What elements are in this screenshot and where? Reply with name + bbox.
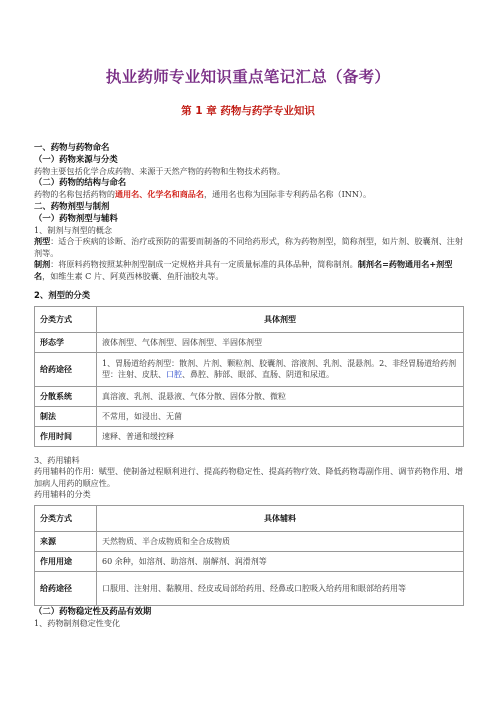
excipient-table — [34, 505, 464, 606]
document-body — [34, 142, 464, 629]
paragraph — [34, 189, 464, 200]
table-cell: 制法 — [35, 406, 97, 426]
list-item: 2、剂型的分类 — [34, 290, 91, 300]
list-item: 1、制剂与剂型的概念 — [34, 224, 112, 235]
table-header-cell: 具体辅料 — [97, 505, 464, 531]
table-cell: 不常用，如浸出、无菌 — [97, 406, 464, 426]
table-cell: 形态学 — [35, 332, 97, 352]
table-row — [35, 551, 464, 571]
table-cell: 60 余种，如溶剂、助溶剂、崩解剂、润滑剂等 — [97, 551, 464, 571]
text-run: 1、胃肠道给药剂型：散剂、片剂、颗粒剂、胶囊剂、溶液剂、乳剂、混悬剂。2、非经胃肠道给药剂型：注射、皮肤、 — [102, 359, 457, 380]
table-cell: 真溶液、乳剂、混悬液、气体分散、固体分散、微粒 — [97, 386, 464, 406]
subsection-heading: （二）药物稳定性及药品有效期 — [34, 605, 152, 616]
chapter-heading: 第 1 章 药物与药学专业知识 — [181, 105, 315, 117]
table-cell: 分散系统 — [35, 386, 97, 406]
table-cell: 作用时间 — [35, 426, 97, 446]
table-cell: 来源 — [35, 531, 97, 551]
table-row — [35, 426, 464, 446]
term-label: 剂型 — [34, 236, 51, 247]
table-header-cell: 分类方式 — [35, 306, 97, 332]
table-cell: 口服用、注射用、黏膜用、经皮或局部给药用、经鼻或口腔吸入给药用和眼部给药用等 — [97, 571, 464, 605]
table-header-cell: 具体剂型 — [97, 306, 464, 332]
section-heading: 一、药物与药物命名 — [34, 142, 110, 152]
paragraph: 药物主要包括化学合成药物、来源于天然产物的药物和生物技术药物。 — [34, 165, 285, 176]
list-item: 3、药用辅料 — [34, 454, 80, 465]
table-header-row — [35, 505, 464, 531]
table-row — [35, 531, 464, 551]
table-row — [35, 571, 464, 605]
paragraph — [34, 236, 464, 259]
text-run: 、鼻腔、肺部、眼部、直肠、阴道和尿道。 — [182, 370, 334, 380]
table-cell: 作用用途 — [35, 551, 97, 571]
table-row — [35, 406, 464, 426]
section-heading: 二、药物剂型与制剂 — [34, 200, 110, 211]
bold-text: 制剂名=药物通用名+剂型名 — [34, 259, 453, 281]
table-row — [35, 332, 464, 352]
paragraph — [34, 259, 464, 282]
text-run: ，通用名也称为国际非专利药品名称（INN）。 — [204, 189, 372, 200]
table-row — [35, 386, 464, 406]
table-header-row — [35, 306, 464, 332]
table-cell: 液体剂型、气体剂型、固体剂型、半固体剂型 — [97, 332, 464, 352]
subsection-heading: （二）药物的结构与命名 — [34, 177, 127, 188]
term-label: 制剂 — [34, 259, 51, 270]
table-header-cell: 分类方式 — [35, 505, 97, 531]
table-cell — [97, 352, 464, 386]
table-row — [35, 352, 464, 386]
paragraph: 药用辅料的分类 — [34, 489, 91, 500]
highlight-text: 口腔 — [166, 370, 182, 380]
table-cell: 给药途径 — [35, 571, 97, 605]
text-run: ：将原料药物按照某种剂型制成一定规格并具有一定质量标准的具体品种，简称制剂。 — [50, 259, 358, 270]
paragraph: 药用辅料的作用：赋型、使制备过程顺利进行、提高药物稳定性、提高药物疗效、降低药物毒副作用、调节药物作用、增加病人用药的顺应性。 — [34, 466, 463, 488]
table-cell: 天然物质、半合成物质和全合成物质 — [97, 531, 464, 551]
subsection-heading: （一）药物剂型与辅料 — [34, 212, 118, 223]
highlight-text: 通用名、化学名和商品名 — [114, 189, 204, 200]
list-item: 1、药物制剂稳定性变化 — [34, 617, 121, 628]
table-cell: 速释、普通和缓控释 — [97, 426, 464, 446]
text-run: 药物的名称包括药物的 — [34, 189, 115, 200]
dosage-form-table — [34, 306, 464, 447]
text-run: ，如维生素 C 片、阿莫西林胶囊、鱼肝油胶丸等。 — [42, 270, 224, 281]
subsection-heading: （一）药物来源与分类 — [34, 153, 118, 164]
table-cell: 给药途径 — [35, 352, 97, 386]
document-title: 执业药师专业知识重点笔记汇总（备考） — [105, 68, 391, 86]
text-run: ：适合于疾病的诊断、治疗或预防的需要而制备的不同给药形式，称为药物剂型，简称剂型，如片剂、胶囊剂、注射剂等。 — [34, 236, 463, 258]
